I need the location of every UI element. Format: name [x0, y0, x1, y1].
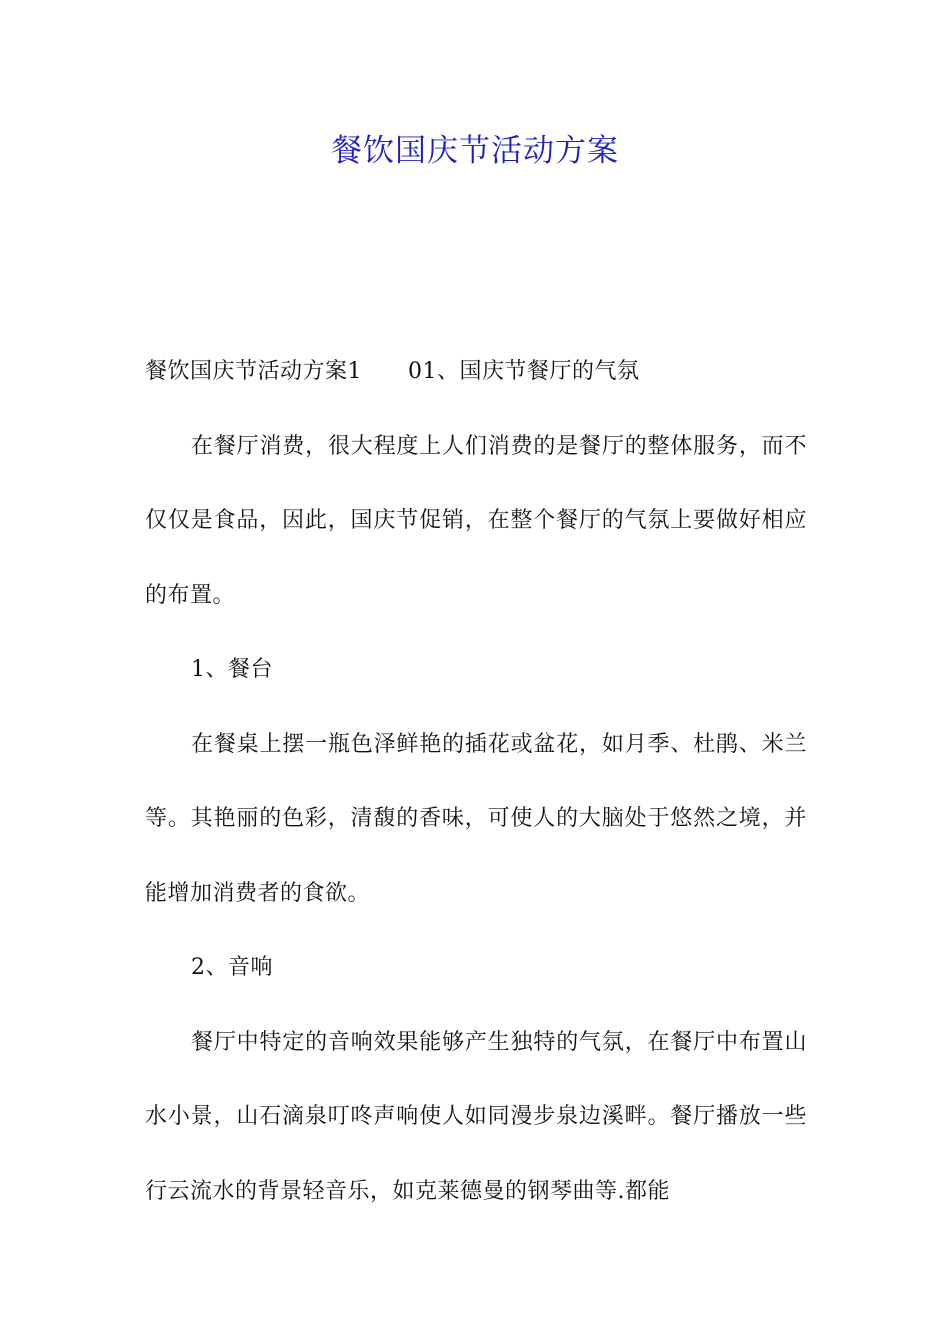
plan-label: 餐饮国庆节活动方案1 — [145, 359, 362, 384]
paragraph-intro: 在餐厅消费，很大程度上人们消费的是餐厅的整体服务，而不仅仅是食品，因此，国庆节促销，在整个餐厅的气氛上要做好相应的布置。 — [145, 433, 807, 608]
document-title: 餐饮国庆节活动方案 — [331, 133, 619, 169]
heading-line — [145, 335, 807, 410]
subheading-sound: 2、音响 — [191, 955, 273, 980]
paragraph-sound: 餐厅中特定的音响效果能够产生独特的气氛，在餐厅中布置山水小景，山石滴泉叮咚声响使人如同漫步泉边溪畔。餐厅播放一些行云流水的背景轻音乐，如克莱德曼的钢琴曲等.都能 — [145, 1029, 807, 1204]
paragraph-dining-table: 在餐桌上摆一瓶色泽鲜艳的插花或盆花，如月季、杜鹃、米兰等。其艳丽的色彩，清馥的香味，可使人的大脑处于悠然之境，并能增加消费者的食欲。 — [145, 731, 807, 906]
subheading-dining-table: 1、餐台 — [191, 657, 273, 682]
section-heading: 01、国庆节餐厅的气氛 — [408, 359, 640, 384]
document-body — [145, 335, 807, 1229]
